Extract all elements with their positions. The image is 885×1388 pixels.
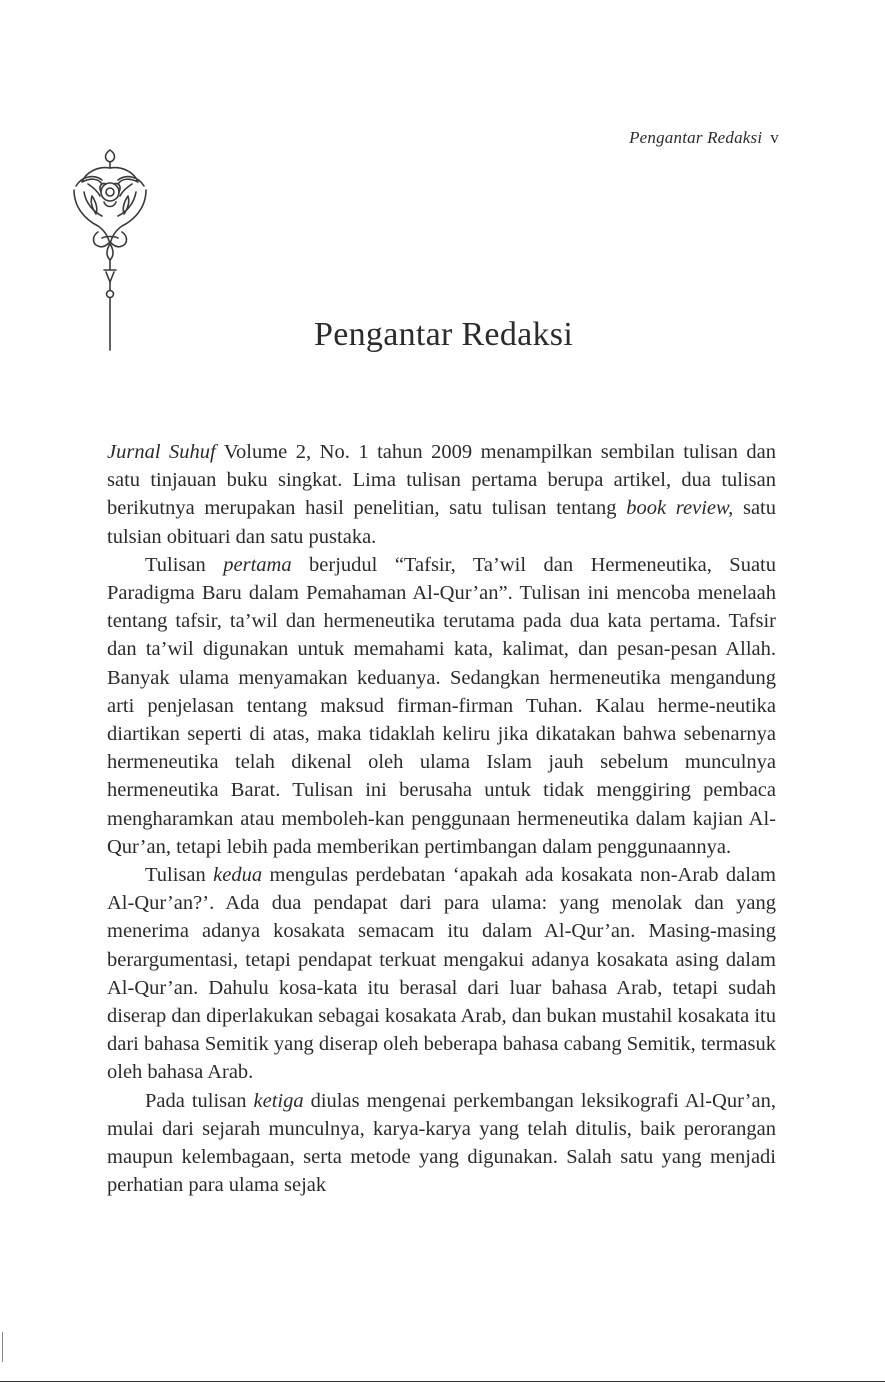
paragraph-3-text: mengulas perdebatan ‘apakah ada kosakata non-Arab dalam Al-Qur’an?’. Ada dua pendapat dari para ulama: yang menolak dan yang menerima adanya kosakata semacam itu dalam Al-Qur’an. Masing-masing berargumentasi, tetapi pendapat terkuat mengakui adanya kosakata asing dalam Al-Qur’an. Dahulu kosa-kata itu berasal dari luar bahasa Arab, tetapi sudah diserap dan diperlakukan sebagai kosakata Arab, dan bukan mustahil kosakata itu dari bahasa Semitik yang diserap oleh beberapa bahasa cabang Semitik, termasuk oleh bahasa Arab. bbox=[107, 864, 776, 1084]
paragraph-4-lead: Pada tulisan bbox=[145, 1089, 254, 1112]
paragraph-2 bbox=[107, 551, 776, 861]
ordinal-pertama: pertama bbox=[223, 553, 292, 576]
paragraph-1-text-b: satu tulsian obituari dan satu pustaka. bbox=[107, 497, 776, 548]
body-text bbox=[107, 438, 776, 1199]
chapter-title: Pengantar Redaksi bbox=[314, 316, 574, 353]
paragraph-2-lead: Tulisan bbox=[145, 553, 224, 576]
book-review-term: book review, bbox=[626, 497, 734, 520]
paragraph-1 bbox=[107, 438, 776, 551]
paragraph-2-text: berjudul “Tafsir, Ta’wil dan Hermeneutika, Suatu Paradigma Baru dalam Pemahaman Al-Qur’an”. Tulisan ini mencoba menelaah tentang tafsir, ta’wil dan hermeneutika terutama pada dua kata pertama. Tafsir dan ta’wil digunakan untuk memahami kata, kalimat, dan pesan-pesan Allah. Banyak ulama menyamakan keduanya. Sedangkan hermeneutika mengandung arti penjelasan tentang maksud firman-firman Tuhan. Kalau herme-neutika diartikan seperti di atas, maka tidaklah keliru jika dikatakan bahwa sebenarnya hermeneutika telah dikenal oleh ulama Islam jauh sebelum munculnya hermeneutika Barat. Tulisan ini berusaha untuk tidak menggiring pembaca mengharamkan atau memboleh-kan penggunaan hermeneutika dalam kajian Al-Qur’an, tetapi lebih pada memberikan pertimbangan dalam penggunaannya. bbox=[107, 553, 776, 858]
paragraph-3-lead: Tulisan bbox=[145, 864, 214, 887]
arabesque-ornament-icon bbox=[68, 146, 152, 352]
running-header bbox=[629, 128, 779, 148]
ordinal-kedua: kedua bbox=[213, 864, 263, 887]
running-title: Pengantar Redaksi bbox=[629, 128, 763, 147]
ordinal-ketiga: ketiga bbox=[253, 1089, 304, 1112]
scan-edge-mark bbox=[2, 1332, 3, 1362]
paragraph-4-text: diulas mengenai perkembangan leksikografi Al-Qur’an, mulai dari sejarah munculnya, karya-karya yang telah ditulis, baik perorangan maupun kelembagaan, serta metode yang digunakan. Salah satu yang menjadi perhatian para ulama sejak bbox=[107, 1089, 776, 1197]
paragraph-1-text-a: Volume 2, No. 1 tahun 2009 menampilkan sembilan tulisan dan satu tinjauan buku singkat. Lima tulisan pertama berupa artikel, dua tulisan berikutnya merupakan hasil penelitian, satu tulisan tentang bbox=[107, 441, 777, 520]
page-number: v bbox=[770, 128, 779, 147]
bottom-page-edge bbox=[0, 1381, 885, 1382]
journal-name: Jurnal Suhuf bbox=[107, 441, 216, 463]
paragraph-3 bbox=[107, 861, 776, 1087]
paragraph-4 bbox=[107, 1087, 776, 1200]
